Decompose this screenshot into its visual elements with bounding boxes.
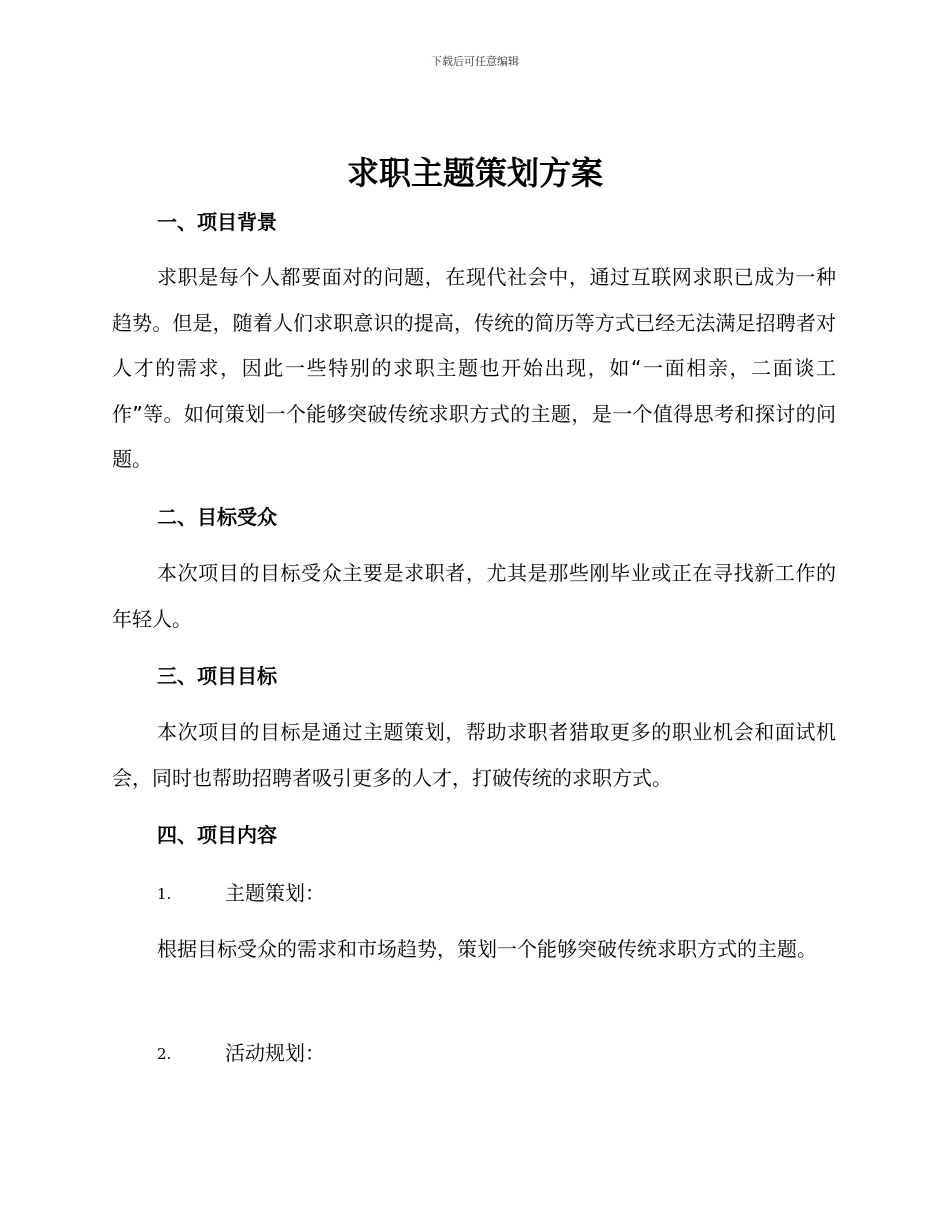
list-label: 主题策划： bbox=[225, 881, 325, 905]
header-note: 下载后可任意编辑 bbox=[431, 55, 519, 68]
section-heading-background: 一、项目背景 bbox=[157, 210, 277, 234]
section-heading-goals: 三、项目目标 bbox=[157, 664, 277, 688]
content-list-item-2 bbox=[157, 1039, 325, 1068]
section-paragraph-audience: 本次项目的目标受众主要是求职者，尤其是那些刚毕业或正在寻找新工作的年轻人。 bbox=[112, 561, 836, 631]
section-heading-content: 四、项目内容 bbox=[157, 823, 277, 847]
content-item-1-paragraph: 根据目标受众的需求和市场趋势，策划一个能够突破传统求职方式的主题。 bbox=[157, 937, 817, 961]
document-title: 求职主题策划方案 bbox=[346, 154, 603, 192]
section-paragraph-goals: 本次项目的目标是通过主题策划，帮助求职者猎取更多的职业机会和面试机会，同时也帮助招聘者吸引更多的人才，打破传统的求职方式。 bbox=[112, 720, 836, 790]
section-heading-audience: 二、目标受众 bbox=[157, 505, 277, 529]
list-label: 活动规划： bbox=[225, 1041, 325, 1065]
section-paragraph-background: 求职是每个人都要面对的问题，在现代社会中，通过互联网求职已成为一种趋势。但是，随着人们求职意识的提高，传统的简历等方式已经无法满足招聘者对人才的需求，因此一些特别的求职主题也开始出现，如“一面相亲，二面谈工作”等。如何策划一个能够突破传统求职方式的主题，是一个值得思考和探讨的问题。 bbox=[112, 265, 836, 471]
list-number: 2. bbox=[157, 1045, 172, 1063]
list-number: 1. bbox=[157, 885, 172, 903]
content-list-item-1 bbox=[157, 879, 325, 908]
